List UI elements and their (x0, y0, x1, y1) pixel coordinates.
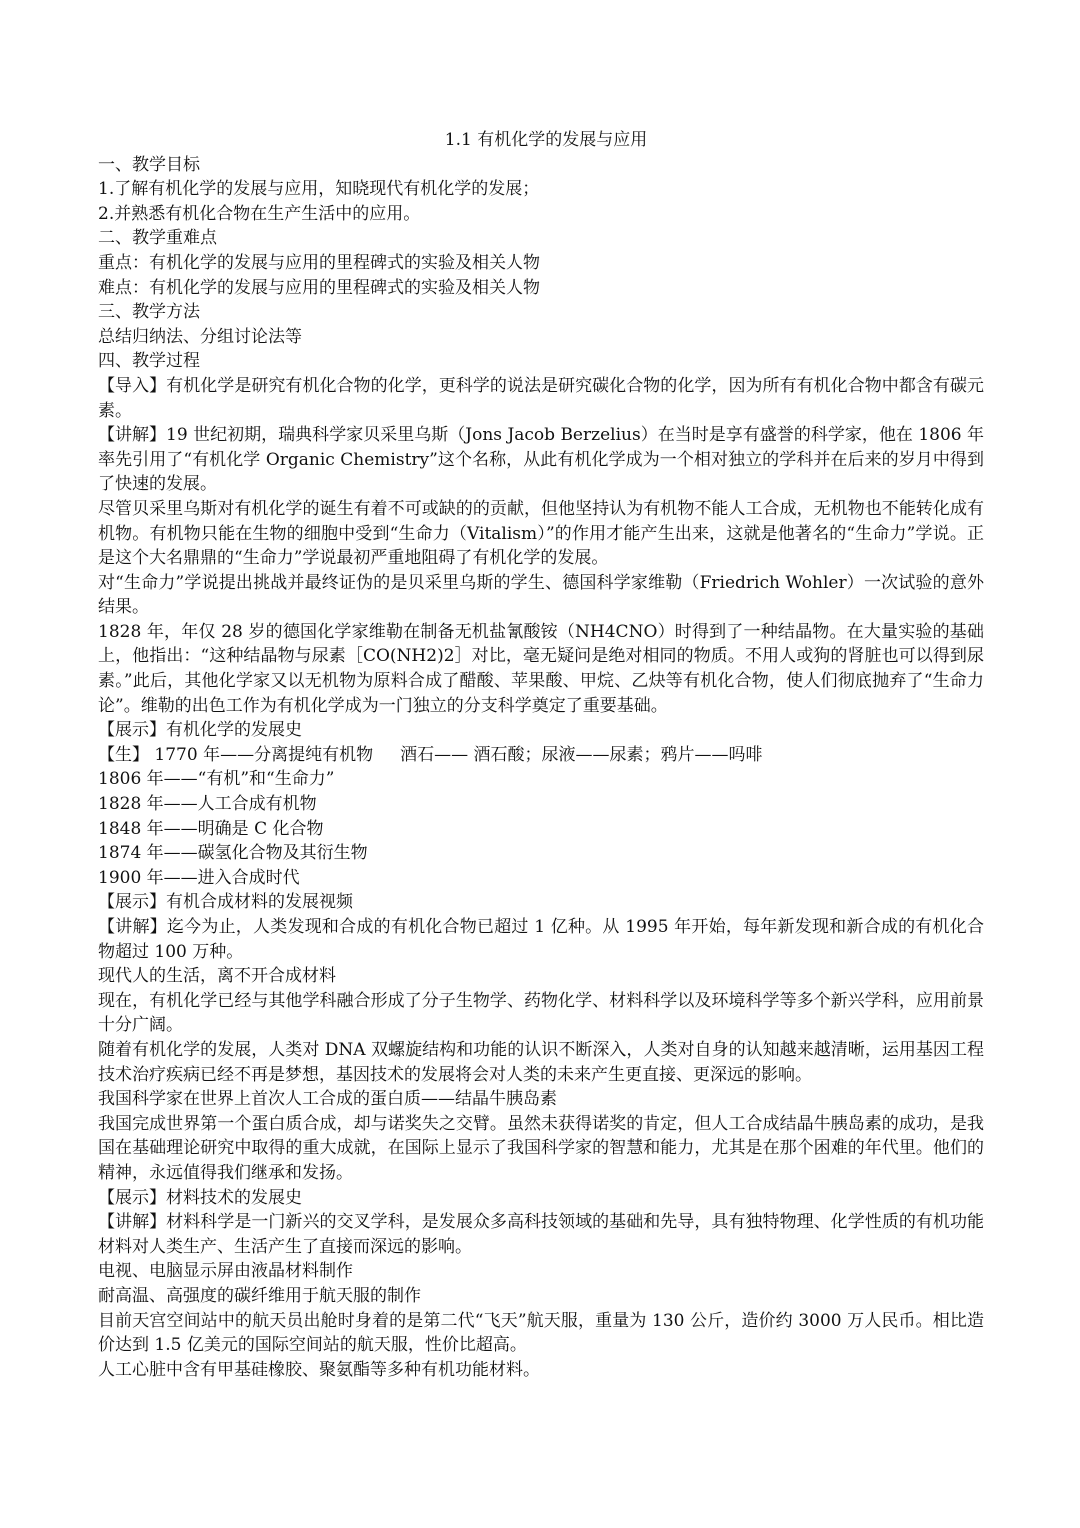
heading-key-points: 二、教学重难点 (98, 228, 217, 249)
timeline-1900: 1900 年——进入合成时代 (98, 867, 300, 888)
difficult-point: 难点：有机化学的发展与应用的里程碑式的实验及相关人物 (98, 277, 540, 298)
modern-life-line: 现代人的生活，离不开合成材料 (98, 966, 336, 987)
heading-objectives: 一、教学目标 (98, 154, 200, 175)
lcd-line: 电视、电脑显示屏由液晶材料制作 (98, 1261, 353, 1282)
artificial-heart-line: 人工心脏中含有甲基硅橡胶、聚氨酯等多种有机功能材料。 (98, 1359, 540, 1380)
objective-2: 2.并熟悉有机化合物在生产生活中的应用。 (98, 203, 421, 224)
dna-paragraph: 随着有机化学的发展，人类对 DNA 双螺旋结构和功能的认识不断深入，人类对自身的认知越来越清晰，运用基因工程技术治疗疾病已经不再是梦想，基因技术的发展将会对人类的未来产生更直接、更深远的影响。 (98, 1039, 984, 1085)
show-materials-heading: 【展示】材料技术的发展史 (98, 1187, 302, 1208)
insulin-paragraph: 我国完成世界第一个蛋白质合成，却与诺奖失之交臂。虽然未获得诺奖的肯定，但人工合成结晶牛胰岛素的成功，是我国在基础理论研究中取得的重大成就，在国际上显示了我国科学家的智慧和能力，尤其是在那个困难的年代里。他们的精神，永远值得我们继承和发扬。 (98, 1113, 984, 1183)
timeline-1828: 1828 年——人工合成有机物 (98, 794, 317, 815)
spacesuit-paragraph: 目前天宫空间站中的航天员出舱时身着的是第二代“飞天”航天服，重量为 130 公斤，造价约 3000 万人民币。相比造价达到 1.5 亿美元的国际空间站的航天服，性价比超高。 (98, 1310, 984, 1356)
compounds-count-paragraph: 【讲解】迄今为止，人类发现和合成的有机化合物已超过 1 亿种。从 1995 年开始，每年新发现和新合成的有机化合物超过 100 万种。 (98, 917, 984, 962)
intro-paragraph: 【导入】有机化学是研究有机化合物的化学，更科学的说法是研究碳化合物的化学，因为所有有机化合物中都含有碳元素。 (98, 375, 984, 421)
show-history-heading: 【展示】有机化学的发展史 (98, 720, 302, 741)
berzelius-paragraph: 【讲解】19 世纪初期，瑞典科学家贝采里乌斯（Jons Jacob Berzelius）在当时是享有盛誉的科学家，他在 1806 年率先引用了“有机化学 Organic Chemistry”这个名称，从此有机化学成为一个相对独立的学科并在后来的岁月中得到了快速的发展。 (98, 425, 984, 495)
timeline-1874: 1874 年——碳氢化合物及其衍生物 (98, 843, 368, 864)
timeline-1848: 1848 年——明确是 C 化合物 (98, 818, 324, 839)
show-video-heading: 【展示】有机合成材料的发展视频 (98, 892, 353, 913)
document-title: 1.1 有机化学的发展与应用 (444, 130, 648, 150)
objective-1: 1.了解有机化学的发展与应用，知晓现代有机化学的发展； (98, 179, 540, 200)
timeline-1770: 【生】 1770 年——分离提纯有机物 酒石—— 酒石酸；尿液——尿素；鸦片——吗啡 (98, 744, 763, 765)
heading-process: 四、教学过程 (98, 351, 200, 372)
timeline-1806: 1806 年——“有机”和“生命力” (98, 769, 335, 790)
insulin-line: 我国科学家在世界上首次人工合成的蛋白质——结晶牛胰岛素 (98, 1089, 557, 1110)
carbon-fiber-line: 耐高温、高强度的碳纤维用于航天服的制作 (98, 1285, 421, 1306)
interdisciplinary-paragraph: 现在，有机化学已经与其他学科融合形成了分子生物学、药物化学、材料科学以及环境科学等多个新兴学科，应用前景十分广阔。 (98, 990, 984, 1036)
heading-methods: 三、教学方法 (98, 302, 200, 323)
urea-synthesis-paragraph: 1828 年，年仅 28 岁的德国化学家维勒在制备无机盐氰酸铵（NH4CNO）时得到了一种结晶物。在大量实验的基础上，他指出：“这种结晶物与尿素［CO(NH2)2］对比，毫无疑问是绝对相同的物质。不用人或狗的肾脏也可以得到尿素。”此后，其他化学家又以无机物为原料合成了醋酸、苹果酸、甲烷、乙炔等有机化合物，使人们彻底抛弃了“生命力论”。维勒的出色工作为有机化学成为一门独立的分支科学奠定了重要基础。 (98, 621, 984, 716)
key-point: 重点：有机化学的发展与应用的里程碑式的实验及相关人物 (98, 252, 540, 273)
wohler-paragraph: 对“生命力”学说提出挑战并最终证伪的是贝采里乌斯的学生、德国科学家维勒（Friedrich Wohler）一次试验的意外结果。 (98, 572, 984, 618)
materials-science-paragraph: 【讲解】材料科学是一门新兴的交叉学科，是发展众多高科技领域的基础和先导，具有独特物理、化学性质的有机功能材料对人类生产、生活产生了直接而深远的影响。 (98, 1212, 984, 1257)
methods-text: 总结归纳法、分组讨论法等 (98, 326, 302, 347)
vitalism-paragraph: 尽管贝采里乌斯对有机化学的诞生有着不可或缺的的贡献，但他坚持认为有机物不能人工合成，无机物也不能转化成有机物。有机物只能在生物的细胞中受到“生命力（Vitalism）”的作用才能产生出来，这就是他著名的“生命力”学说。正是这个大名鼎鼎的“生命力”学说最初严重地阻碍了有机化学的发展。 (98, 498, 984, 569)
